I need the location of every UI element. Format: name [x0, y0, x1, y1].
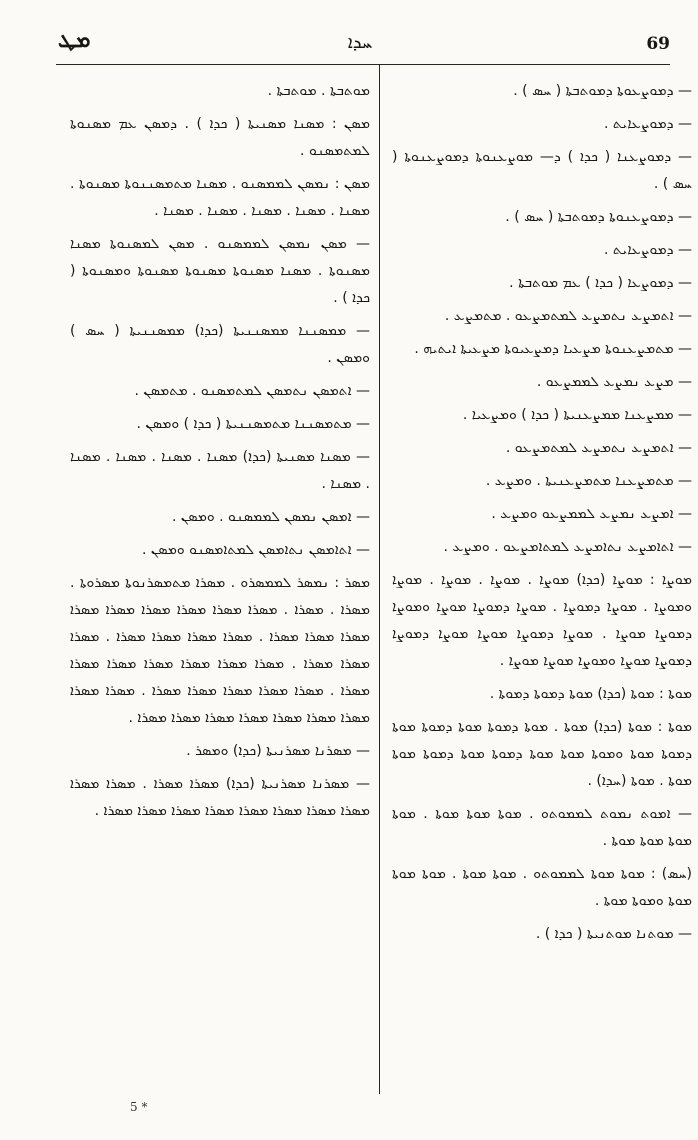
dictionary-entry: — ܐܬܡܨܥ ܢܬܡܨܥ ܠܡܬܡܨܥܘ .: [505, 440, 692, 456]
dictionary-entry: — ܡܬܡܨܥܢܘܬܐ ܡܨܥܝܐ ܕܡܨܥܝܘܬܐ ܡܨܥܝܬܐ ܐܝܬܝܗ .: [414, 341, 692, 357]
dictionary-entry: — ܡܡܨܥܢܐ ܡܡܨܥܢܝܬܐ ( ܟܕܐ ) ܘܡܨܥܝܐ .: [462, 407, 692, 423]
dictionary-entry: — ܡܣܢ ܢܡܣܢ ܠܡܡܣܢܘ . ܡܣܢ ܠܡܣܢܘܬܐ ܡܣܢܐ ܡܣܢܘܬܐ . ܡܣܢܐ ܡܣܢܘܬܐ ܡܣܢܘܬܐ ܡܣܢܘܬܐ ܘܡܣܢܘܬܐ ( ܟܕܐ ) .: [70, 236, 370, 306]
header-rule: [56, 64, 670, 65]
dictionary-entry: ܡܘܬܒܬܐ . ܡܘܬܒܬܐ .: [267, 83, 370, 99]
page-number: 69: [646, 34, 670, 54]
dictionary-entry: — ܡܡܣܢܢܐ ܡܡܣܢܢܝܬܐ (ܟܕܐ) ܡܡܣܢܢܝܬܐ ( ܚܣ ) ܘܡܣܢ .: [70, 323, 370, 366]
dictionary-entry: — ܡܬܡܨܥܢܐ ܡܬܡܨܥܢܝܬܐ . ܘܡܨܥ .: [485, 473, 692, 489]
dictionary-entry: — ܐܡܣܢ ܢܡܣܢ ܠܡܡܣܢܘ . ܘܡܣܢ .: [171, 509, 370, 525]
dictionary-entry: — ܡܘܬܢܐ ܡܘܬܢܝܬܐ ( ܟܕܐ ) .: [535, 926, 692, 942]
dictionary-entry: — ܡܨܥ ܢܡܨܥ ܠܡܡܨܥܘ .: [536, 374, 692, 390]
dictionary-entry: ܡܣܢ : ܡܣܢܐ ܡܣܢܝܬܐ ( ܟܕܐ ) . ܕܡܣܢ ܥܡ ܡܣܢܘܬܐ ܠܡܬܡܣܢܘ .: [70, 116, 370, 159]
dictionary-entry: — ܕܡܘܨܥܢܘܬܐ ܕܡܘܬܒܬܐ ( ܚܣ ) .: [505, 209, 692, 225]
dictionary-entry: — ܕܡܘܨܥܐܝܬ .: [603, 242, 692, 258]
dictionary-entry: ܡܘܨܐ : ܡܘܨܐ (ܟܕܐ) ܡܘܨܐ . ܡܘܨܐ . ܡܘܨܐ . ܡܘܨܐ ܘܡܘܨܐ . ܡܘܨܐ ܕܡܘܨܐ . ܡܘܨܐ ܕܡܘܨܐ ܡܘܨܐ ܘܡܘܨܐ ܕܡܘܨܐ ܡܘܨܐ . ܡܘܨܐ ܕܡܘܨܐ ܡܘܨܐ ܡܘܨܐ ܕܡܘܨܐ ܕܡܘܨܐ ܡܘܨܐ ܘܡܘܨܐ ܡܘܨܐ ܡܘܨܐ .: [392, 572, 692, 669]
dictionary-entry: — ܐܡܨܥ ܢܡܨܥ ܠܡܡܨܥܘ ܘܡܨܥ .: [491, 506, 692, 522]
signature-mark: 5 *: [130, 1100, 148, 1114]
header-center-word: ܚܕܐ: [347, 32, 373, 53]
column-divider: [379, 64, 380, 1094]
dictionary-entry: — ܡܣܪܢܐ ܡܣܪܢܝܬܐ (ܟܕܐ) ܘܡܣܪ .: [186, 743, 370, 759]
dictionary-entry: — ܐܬܐܡܣܢ ܢܬܐܡܣܢ ܠܡܬܐܡܣܢܘ ܘܡܣܢ .: [142, 542, 370, 558]
header-left-label: ܡܛ: [58, 28, 91, 53]
dictionary-entry: — ܡܣܪܢܐ ܡܣܪܢܝܬܐ (ܟܕܐ) ܡܣܪܐ ܡܣܪܐ . ܡܣܪܐ ܡܣܪܐ ܡܣܪܐ ܡܣܪܐ ܡܣܪܐ ܡܣܪܐ ܡܣܪܐ ܡܣܪܐ ܡܣܪܐ ܡܣܪܐ .: [70, 776, 370, 819]
dictionary-entry: — ܕܡܘܨܥܢܐ ( ܟܕܐ ) ܕ— ܡܘܨܥܢܘܬܐ ܕܡܘܨܥܢܘܬܐ ( ܚܣ ) .: [392, 149, 692, 192]
dictionary-entry: — ܐܬܐܡܨܥ ܢܬܐܡܨܥ ܠܡܬܐܡܨܥܘ . ܘܡܨܥ .: [443, 539, 692, 555]
dictionary-entry: — ܕܡܘܨܥܐܝܬ .: [603, 116, 692, 132]
dictionary-entry: ܡܘܬܐ : ܡܘܬܐ (ܟܕܐ) ܡܘܬܐ . ܡܘܬܐ ܕܡܘܬܐ ܡܘܬܐ ܕܡܘܬܐ ܡܘܬܐ ܕܡܘܬܐ ܡܘܬܐ ܘܡܘܬܐ ܡܘܬܐ ܡܘܬܐ ܕܡܘܬܐ ܡܘܬܐ ܕܡܘܬܐ ܡܘܬܐ ܡܘܬܐ . ܡܘܬܐ (ܚܕܐ) .: [392, 719, 692, 789]
dictionary-entry: — ܡܬܡܣܢܢܐ ܡܬܡܣܢܢܝܬܐ ( ܟܕܐ ) ܘܡܣܢ .: [136, 416, 370, 432]
dictionary-entry: ܡܘܬܐ : ܡܘܬܐ (ܟܕܐ) ܡܘܬܐ ܕܡܘܬܐ ܕܡܘܬܐ .: [489, 686, 692, 702]
dictionary-entry: (ܚܣ) : ܡܘܬܐ ܡܘܬܐ ܠܡܡܘܬܘ . ܡܘܬܐ ܡܘܬܐ . ܡܘܬܐ ܡܘܬܐ ܡܘܬܐ ܘܡܘܬܐ ܡܘܬܐ .: [392, 866, 692, 909]
left-column: [70, 78, 370, 831]
dictionary-entry: ܡܣܪ : ܢܡܣܪ ܠܡܡܣܪܘ . ܡܣܪܐ ܡܬܡܣܪܢܘܬܐ ܡܣܪܘܬܐ . ܡܣܪܐ . ܡܣܪܐ . ܡܣܪܐ ܡܣܪܐ ܡܣܪܐ ܡܣܪܐ ܡܣܪܐ ܡܣܪܐ ܡܣܪܐ ܡܣܪܐ ܡܣܪܐ . ܡܣܪܐ ܡܣܪܐ ܡܣܪܐ ܡܣܪܐ . ܡܣܪܐ ܡܣܪܐ ܡܣܪܐ . ܡܣܪܐ ܡܣܪܐ ܡܣܪܐ ܡܣܪܐ ܡܣܪܐ ܡܣܪܐ ܡܣܪܐ . ܡܣܪܐ ܡܣܪܐ ܡܣܪܐ ܡܣܪܐ ܡܣܪܐ . ܡܣܪܐ ܡܣܪܐ ܡܣܪܐ ܡܣܪܐ ܡܣܪܐ ܡܣܪܐ ܡܣܪܐ ܡܣܪܐ ܡܣܪܐ .: [70, 575, 370, 726]
dictionary-entry: ܡܣܢ : ܢܡܣܢ ܠܡܡܣܢܘ . ܡܣܢܐ ܡܬܡܣܢܢܘܬܐ ܡܣܢܘܬܐ . ܡܣܢܐ . ܡܣܢܐ . ܡܣܢܐ . ܡܣܢܐ . ܡܣܢܐ .: [70, 176, 370, 219]
dictionary-entry: — ܐܬܡܣܢ ܢܬܡܣܢ ܠܡܬܡܣܢܘ . ܡܬܡܣܢ .: [134, 383, 370, 399]
dictionary-entry: — ܕܡܘܨܥܘܬܐ ܕܡܘܬܒܬܐ ( ܚܣ ) .: [513, 83, 692, 99]
dictionary-entry: — ܐܡܘܬ ܢܡܘܬ ܠܡܡܘܬܘ . ܡܘܬܐ ܡܘܬܐ ܡܘܬܐ . ܡܘܬܐ ܡܘܬܐ ܡܘܬܐ ܡܘܬܐ .: [392, 806, 692, 849]
dictionary-entry: — ܐܬܡܨܥ ܢܬܡܨܥ ܠܡܬܡܨܥܘ . ܡܬܡܨܥ .: [444, 308, 692, 324]
dictionary-entry: — ܡܣܢܐ ܡܣܢܝܬܐ (ܟܕܐ) ܡܣܢܐ . ܡܣܢܐ . ܡܣܢܐ . ܡܣܢܐ . ܡܣܢܐ .: [70, 449, 370, 492]
page-header: [50, 26, 670, 66]
right-column: [392, 78, 692, 954]
dictionary-entry: — ܕܡܘܨܥܐ ( ܟܕܐ ) ܥܡ ܡܘܬܒܬܐ .: [509, 275, 692, 291]
